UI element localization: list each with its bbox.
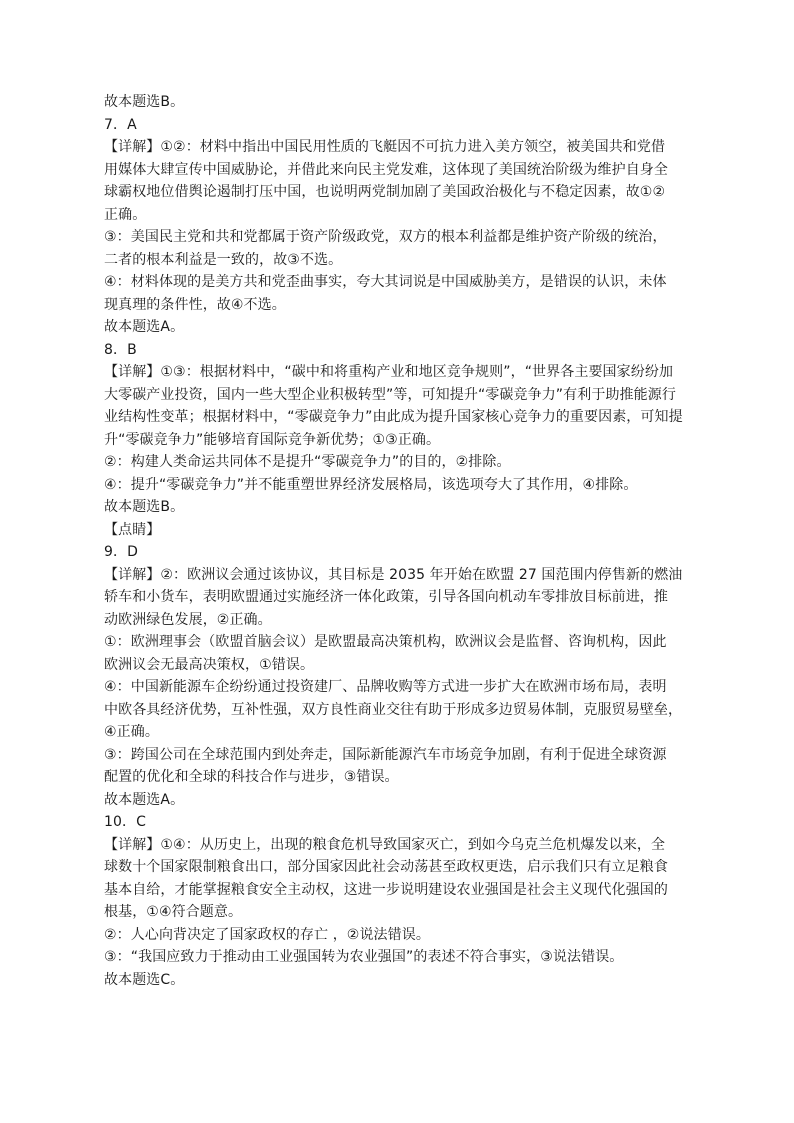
text-line: ④：中国新能源车企纷纷通过投资建厂、品牌收购等方式进一步扩大在欧洲市场布局，表明 [104, 679, 667, 695]
text-line: 大零碳产业投资，国内一些大型企业积极转型”等，可知提升“零碳竞争力”有利于助推能源行 [104, 386, 676, 403]
text-line: ③：“我国应致力于推动由工业强国转为农业强国”的表述不符合事实，③说法错误。 [104, 949, 624, 965]
text-line: ②：人心向背决定了国家政权的存亡 ，②说法错误。 [104, 926, 430, 943]
text-line: 欧洲议会无最高决策权，①错误。 [104, 656, 315, 673]
text-line: 故本题选A。 [104, 791, 185, 808]
text-line: 正确。 [104, 206, 147, 223]
text-line: 【详解】①③：根据材料中，“碳中和将重构产业和地区竞争规则”，“世界各主要国家纷纷加 [104, 364, 674, 380]
text-line: ④：提升“零碳竞争力”并不能重塑世界经济发展格局，该选项夸大了其作用，④排除。 [104, 476, 638, 493]
text-line: 球霸权地位借舆论遏制打压中国，也说明两党制加剧了美国政治极化与不稳定因素，故①② [104, 184, 666, 200]
text-line: 二者的根本利益是一致的，故③不选。 [104, 251, 343, 268]
text-line: ③：美国民主党和共和党都属于资产阶级政党，双方的根本利益都是维护资产阶级的统治， [104, 229, 667, 245]
text-line: ②：构建人类命运共同体不是提升“零碳竞争力”的目的，②排除。 [104, 454, 511, 470]
text-line: 配置的优化和全球的科技合作与进步，③错误。 [104, 769, 399, 785]
text-line: 【详解】①④：从历史上，出现的粮食危机导致国家灭亡，到如今乌克兰危机爆发以来，全 [104, 836, 666, 853]
question-number: 8．B [104, 341, 137, 358]
text-line: 故本题选B。 [104, 499, 185, 515]
text-line: 根基，①④符合题意。 [104, 904, 243, 920]
text-line: 【详解】①②：材料中指出中国民用性质的飞艇因不可抗力进入美方领空，被美国共和党借 [104, 139, 666, 155]
text-line: 故本题选C。 [104, 971, 185, 988]
text-line: ①：欧洲理事会（欧盟首脑会议）是欧盟最高决策机构，欧洲议会是监督、咨询机构，因此 [104, 634, 667, 650]
text-line: 故本题选A。 [104, 319, 185, 335]
text-line: 中欧各具经济优势，互补性强，双方良性商业交往有助于形成多边贸易体制，克服贸易壁垒， [104, 701, 683, 718]
question-number: 9．D [104, 544, 138, 560]
text-line: 业结构性变革；根据材料中，“零碳竞争力”由此成为提升国家核心竞争力的重要因素，可知提 [104, 409, 683, 425]
text-line: 现真理的条件性，故④不选。 [104, 296, 286, 313]
text-line: 故本题选B。 [104, 94, 185, 110]
text-line: 用媒体大肆宣传中国威胁论，并借此来向民主党发难，这体现了美国统治阶级为维护自身全 [104, 161, 668, 178]
text-line: 动欧洲绿色发展，②正确。 [104, 611, 272, 628]
text-line: 【详解】②：欧洲议会通过该协议，其目标是 2035 年开始在欧盟 27 国范围内停售新的燃油 [104, 566, 683, 583]
text-line: 升“零碳竞争力”能够培育国际竞争新优势；①③正确。 [104, 431, 441, 448]
text-line: 球数十个国家限制粮食出口，部分国家因此社会动荡甚至政权更迭，启示我们只有立足粮食 [104, 859, 668, 875]
text-line: ③：跨国公司在全球范围内到处奔走，国际新能源汽车市场竞争加剧，有利于促进全球资源 [104, 746, 667, 763]
text-line: ④正确。 [104, 724, 159, 740]
text-line: 轿车和小货车，表明欧盟通过实施经济一体化政策，引导各国向机动车零排放目标前进，推 [104, 589, 668, 605]
text-line: ④：材料体现的是美方共和党歪曲事实，夸大其词说是中国威胁美方，是错误的认识，未体 [104, 274, 667, 290]
answer-explanations [104, 91, 694, 991]
question-number: 7．A [104, 116, 137, 133]
question-number: 10．C [104, 814, 146, 830]
text-line: 基本自给，才能掌握粮食安全主动权，这进一步说明建设农业强国是社会主义现代化强国的 [104, 881, 668, 898]
text-line: 【点睛】 [104, 521, 161, 538]
